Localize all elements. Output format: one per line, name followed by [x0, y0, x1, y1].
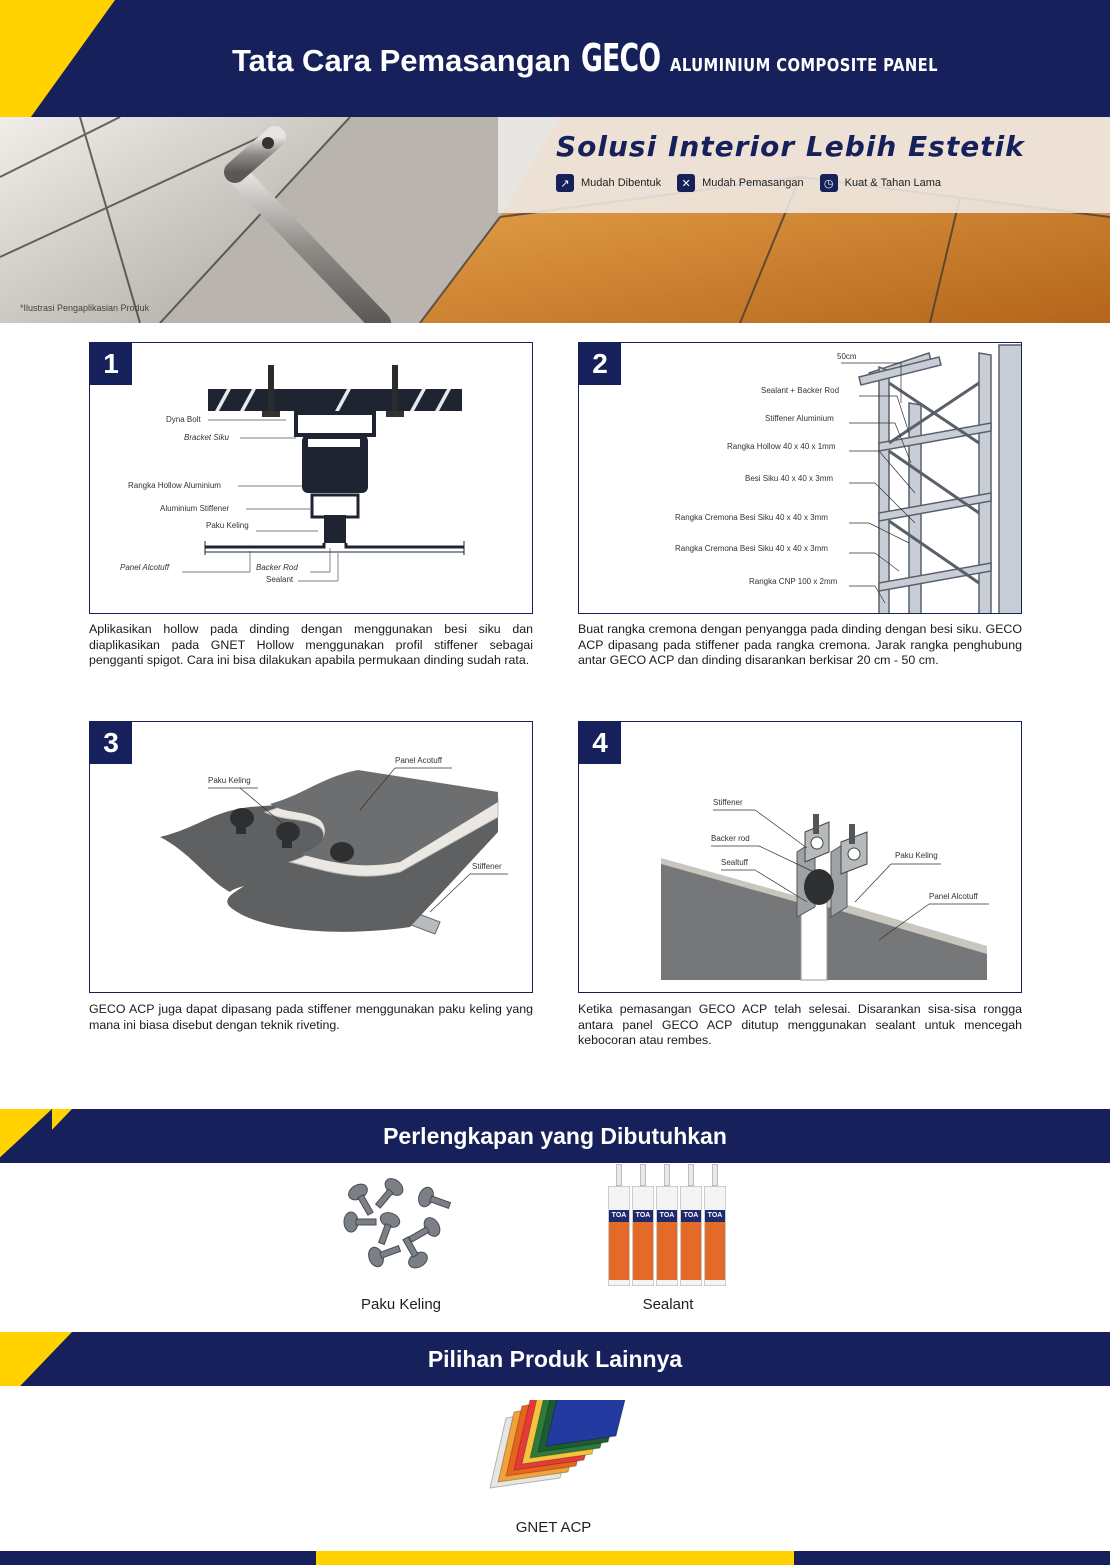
label-panel-alcotuff: Panel Alcotuff — [929, 892, 978, 901]
acp-panel — [546, 1400, 634, 1446]
label-stiffener: Aluminium Stiffener — [160, 504, 230, 513]
label-backer-rod: Backer Rod — [256, 563, 298, 572]
step-number: 3 — [90, 722, 132, 764]
label-50cm: 50cm — [837, 352, 857, 361]
label-cnp: Rangka CNP 100 x 2mm — [749, 577, 838, 586]
step-number: 2 — [579, 343, 621, 385]
equipment-band — [0, 1109, 1110, 1163]
label-stiffener: Stiffener — [472, 862, 502, 871]
hero-tagline: Solusi Interior Lebih Estetik — [556, 130, 1025, 163]
tools-icon: ✕ — [677, 174, 695, 192]
sealant-tubes-image — [608, 1164, 728, 1286]
label-besi-siku: Besi Siku 40 x 40 x 3mm — [745, 474, 834, 483]
equipment-title: Perlengkapan yang Dibutuhkan — [383, 1123, 727, 1149]
step-number: 1 — [90, 343, 132, 385]
rivets-image — [336, 1172, 466, 1287]
riveting-diagram — [90, 722, 533, 993]
label-backer-rod: Backer rod — [711, 834, 750, 843]
label-paku-keling: Paku Keling — [208, 776, 251, 785]
step-2-figure — [578, 342, 1022, 614]
feature-item — [820, 174, 941, 192]
label-panel: Panel Alcotuff — [120, 563, 170, 572]
trend-up-icon: ↗ — [556, 174, 574, 192]
step-1-description: Aplikasikan hollow pada dinding dengan menggunakan besi siku dan diaplikasikan pada GNET Hollow menggunakan profil stiffener sebagai pengganti spigot. Cara ini bisa dilakukan apabila permukaan dinding sudah rata. — [89, 622, 533, 667]
equipment-label: Paku Keling — [360, 1296, 442, 1313]
label-panel-acotuff: Panel Acotuff — [395, 756, 442, 765]
label-cremona-1: Rangka Cremona Besi Siku 40 x 40 x 3mm — [675, 513, 828, 522]
illustration-note: *Ilustrasi Pengaplikasian Produk — [20, 303, 150, 313]
label-bracket: Bracket Siku — [184, 433, 229, 442]
products-title: Pilihan Produk Lainnya — [427, 1346, 683, 1372]
brand-name: GECO — [580, 36, 661, 80]
label-paku-keling: Paku Keling — [895, 851, 938, 860]
label-sealtuff: Sealtuff — [721, 858, 748, 867]
sealant-tube: TOA — [680, 1164, 702, 1286]
step-3-figure — [89, 721, 533, 993]
label-rangka-hollow: Rangka Hollow 40 x 40 x 1mm — [727, 442, 836, 451]
feature-label: Mudah Dibentuk — [581, 177, 662, 189]
feature-label: Kuat & Tahan Lama — [844, 177, 942, 189]
feature-item — [677, 174, 804, 192]
feature-list — [556, 174, 941, 192]
title-subtitle: ALUMINIUM COMPOSITE PANEL — [670, 55, 939, 76]
label-dyna-bolt: Dyna Bolt — [166, 415, 201, 424]
acp-panels-image — [486, 1400, 636, 1495]
band-navy-accent — [0, 1109, 52, 1163]
products-band — [0, 1332, 1110, 1386]
label-hollow: Rangka Hollow Aluminium — [128, 481, 221, 490]
hollow-frame-diagram — [90, 343, 533, 614]
title-prefix: Tata Cara Pemasangan — [232, 43, 571, 78]
label-paku-keling: Paku Keling — [206, 521, 249, 530]
step-3-description: GECO ACP juga dapat dipasang pada stiffener menggunakan paku keling yang mana ini biasa disebut dengan teknik riveting. — [89, 1002, 533, 1032]
feature-label: Mudah Pemasangan — [702, 177, 804, 189]
footer-strip — [0, 1551, 1110, 1565]
step-2-description: Buat rangka cremona dengan penyangga pada dinding dengan besi siku. GECO ACP dipasang pada stiffener pada rangka cremona. Jarak rangka penghubung antar GECO ACP dan dinding disarankan berkisar 20 cm - 50 cm. — [578, 622, 1022, 667]
band-yellow-accent — [0, 1332, 72, 1386]
step-1-figure — [89, 342, 533, 614]
step-4-description: Ketika pemasangan GECO ACP telah selesai. Disarankan sisa-sisa rongga antara panel GECO ACP ditutup menggunakan sealant untuk mencegah kebocoran atau rembes. — [578, 1002, 1022, 1047]
step-number: 4 — [579, 722, 621, 764]
feature-item — [556, 174, 661, 192]
alarm-clock-icon: ◷ — [820, 174, 838, 192]
product-label: GNET ACP — [515, 1519, 592, 1536]
sealant-joint-diagram — [579, 722, 1022, 993]
sealant-tube: TOA — [632, 1164, 654, 1286]
equipment-label: Sealant — [642, 1296, 694, 1313]
label-stiffener: Stiffener — [713, 798, 743, 807]
page-title — [232, 36, 997, 80]
sealant-tube: TOA — [656, 1164, 678, 1286]
label-cremona-2: Rangka Cremona Besi Siku 40 x 40 x 3mm — [675, 544, 828, 553]
step-4-figure — [578, 721, 1022, 993]
sealant-tube: TOA — [704, 1164, 726, 1286]
header-banner — [0, 0, 1110, 117]
label-stiffener-aluminium: Stiffener Aluminium — [765, 414, 834, 423]
sealant-tube: TOA — [608, 1164, 630, 1286]
label-sealant: Sealant — [266, 575, 294, 584]
label-sealant-backer: Sealant + Backer Rod — [761, 386, 840, 395]
footer-yellow-bar — [316, 1551, 794, 1565]
